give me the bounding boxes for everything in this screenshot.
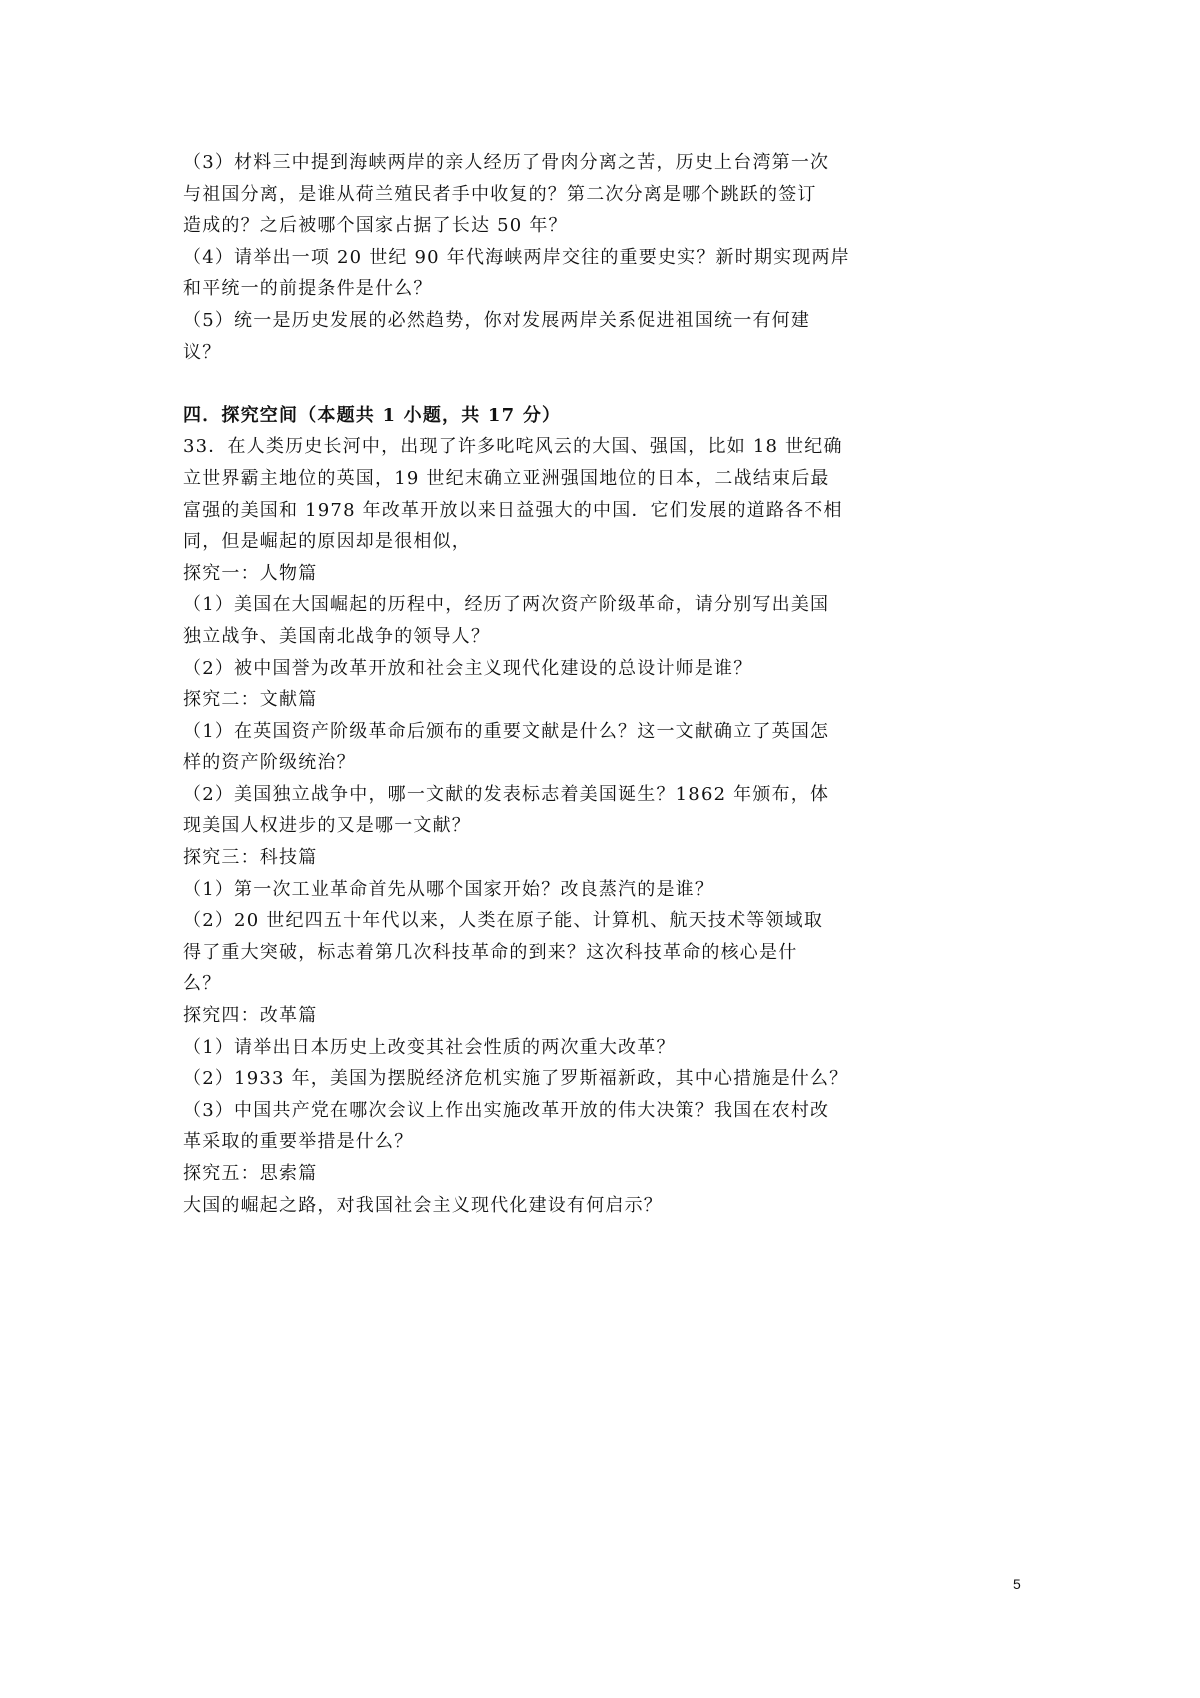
text-line: 和平统一的前提条件是什么？ — [183, 278, 433, 300]
text-line: 样的资产阶级统治？ — [183, 752, 356, 774]
subsection-title: 探究一：人物篇 — [183, 562, 318, 584]
subsection-title: 探究五：思索篇 — [183, 1163, 318, 1184]
text-line: （2）被中国誉为改革开放和社会主义现代化建设的总设计师是谁？ — [183, 657, 753, 679]
text-line: （2）20 世纪四五十年代以来，人类在原子能、计算机、航天技术等领域取 — [183, 910, 824, 932]
text-line: 革采取的重要举措是什么？ — [183, 1131, 414, 1153]
text-line: （2）1933 年，美国为摆脱经济危机实施了罗斯福新政，其中心措施是什么？ — [183, 1068, 849, 1090]
text-line: 富强的美国和 1978 年改革开放以来日益强大的中国．它们发展的道路各不相 — [183, 499, 843, 521]
subsection-title: 探究四：改革篇 — [183, 1005, 318, 1027]
text-line: 得了重大突破，标志着第几次科技革命的到来？这次科技革命的核心是什 — [183, 941, 798, 963]
text-line: （1）请举出日本历史上改变其社会性质的两次重大改革？ — [183, 1036, 676, 1058]
text-line: （3）材料三中提到海峡两岸的亲人经历了骨肉分离之苦，历史上台湾第一次 — [183, 152, 830, 173]
text-line: 独立战争、美国南北战争的领导人？ — [183, 625, 491, 647]
text-line: 么？ — [183, 973, 222, 995]
document-body — [183, 147, 1025, 1221]
text-line: （4）请举出一项 20 世纪 90 年代海峡两岸交往的重要史实？新时期实现两岸 — [183, 246, 850, 268]
subsection-title: 探究三：科技篇 — [183, 847, 318, 869]
text-line: （1）在英国资产阶级革命后颁布的重要文献是什么？这一文献确立了英国怎 — [183, 720, 830, 742]
text-line: 33．在人类历史长河中，出现了许多叱咤风云的大国、强国，比如 18 世纪确 — [183, 436, 843, 458]
text-line: 同，但是崛起的原因却是很相似， — [183, 531, 471, 553]
text-line: （5）统一是历史发展的必然趋势，你对发展两岸关系促进祖国统一有何建 — [183, 309, 811, 331]
page-number: 5 — [1013, 1576, 1021, 1592]
text-line: 造成的？之后被哪个国家占据了长达 50 年？ — [183, 215, 568, 237]
section-heading: 四．探究空间（本题共 1 小题，共 17 分） — [183, 404, 562, 426]
text-line: 立世界霸主地位的英国，19 世纪末确立亚洲强国地位的日本，二战结束后最 — [183, 467, 830, 489]
text-line: 现美国人权进步的又是哪一文献？ — [183, 815, 471, 837]
text-line: （2）美国独立战争中，哪一文献的发表标志着美国诞生？1862 年颁布，体 — [183, 783, 830, 805]
text-line: （1）美国在大国崛起的历程中，经历了两次资产阶级革命，请分别写出美国 — [183, 594, 830, 616]
blank-line — [183, 368, 1025, 400]
text-line: （3）中国共产党在哪次会议上作出实施改革开放的伟大决策？我国在农村改 — [183, 1099, 830, 1121]
text-line: 大国的崛起之路，对我国社会主义现代化建设有何启示？ — [183, 1194, 663, 1216]
text-line: （1）第一次工业革命首先从哪个国家开始？改良蒸汽的是谁？ — [183, 878, 715, 900]
subsection-title: 探究二：文献篇 — [183, 689, 318, 711]
text-line: 与祖国分离，是谁从荷兰殖民者手中收复的？第二次分离是哪个跳跃的签订 — [183, 183, 817, 205]
text-line: 议？ — [183, 341, 222, 363]
